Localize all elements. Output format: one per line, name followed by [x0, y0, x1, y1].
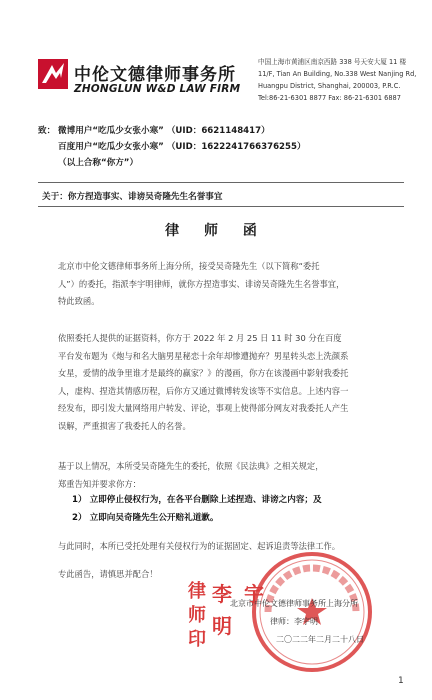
- paragraph-line: 依照委托人提供的证据资料，你方于 2022 年 2 月 25 日 11 时 30 分在百度: [58, 333, 342, 343]
- divider-top: [38, 182, 404, 183]
- seal-char: 律: [188, 581, 206, 602]
- recipient-baidu: 百度用户“吃瓜少女张小寒” （UID：1622241766376255）: [58, 142, 306, 152]
- paragraph-intro: [58, 258, 398, 311]
- seal-char: 师: [188, 605, 206, 626]
- letter-subject: 关于：你方捏造事实、诽谤吴奇隆先生名誉事宜: [42, 192, 223, 202]
- demand-1: 1） 立即停止侵权行为，在各平台删除上述捏造、诽谤之内容；及: [72, 495, 322, 505]
- name-seal-stamp: [206, 578, 270, 642]
- to-label: 致：: [38, 126, 56, 136]
- signature-lawyer: 律师：李宇明: [270, 617, 318, 626]
- paragraph-line: 女星，爱情的战争里谁才是最终的赢家？》的漫画，你方在该漫画中影射我委托: [58, 368, 349, 378]
- paragraph-line: 误解，严重损害了我委托人的名誉。: [58, 420, 191, 431]
- paragraph-line: 郑重告知并要求你方：: [58, 478, 141, 489]
- firm-name-cn: 中伦文德律师事务所: [74, 65, 236, 85]
- paragraph-line: 特此致函。: [58, 296, 100, 306]
- address-line: 中国上海市黄浦区南京西路 338 号天安大厦 11 楼: [258, 58, 407, 66]
- paragraph-line: 专此函告，请慎思并配合！: [58, 569, 158, 579]
- paragraph-line: 北京市中伦文德律师事务所上海分所，接受吴奇隆先生（以下简称“委托: [58, 261, 320, 271]
- divider-bottom: [38, 206, 404, 207]
- paragraph-line: 基于以上情况，本所受吴奇隆先生的委托，依照《民法典》之相关规定，: [58, 461, 324, 471]
- page-number: 1: [398, 676, 404, 686]
- seal-char: 印: [188, 629, 206, 650]
- signature-date: 二〇二二年二月二十八日: [276, 635, 364, 644]
- signature-firm: 北京市中伦文德律师事务所上海分所: [230, 599, 358, 608]
- paragraph-line: 人”）的委托，指派李宇明律师，就你方捏造事实、诽谤吴奇隆先生名誉事宜，: [58, 278, 345, 289]
- letter-title: 律 师 函: [165, 223, 267, 239]
- recipient-collective: （以上合称“你方”）: [58, 158, 139, 168]
- paragraph-line: 与此同时，本所已受托处理有关侵权行为的证据固定、起诉追责等法律工作。: [58, 541, 341, 551]
- paragraph-basis: [58, 458, 398, 493]
- address-line: Tel:86-21-6301 8877 Fax: 86-21-6301 6887: [258, 94, 401, 102]
- paragraph-line: 平台发布题为《炮与和名大脑男星秘恋十余年却惨遭抛弃？男星转头恋上洗颜系: [58, 350, 349, 361]
- address-line: Huangpu District, Shanghai, 200003, P.R.C.: [258, 82, 401, 90]
- address-line: 11/F, Tian An Building, No.338 West Nanjing Rd,: [258, 70, 417, 78]
- seal-char: [238, 610, 270, 642]
- paragraph-facts: [58, 330, 398, 435]
- recipient-weibo: 微博用户“吃瓜少女张小寒” （UID：6621148417）: [58, 126, 270, 136]
- recipient-line-1: [38, 124, 270, 136]
- firm-name-en: ZHONGLUN W&D LAW FIRM: [74, 83, 241, 95]
- paragraph-line: 经发布，即引发大量网络用户转发、评论，事观上使得部分网友对我委托人产生: [58, 403, 349, 413]
- recipient-line-2: [38, 140, 306, 152]
- firm-logo-icon: [38, 59, 68, 89]
- seal-char: 宇: [244, 582, 264, 606]
- paragraph-line: 人，虚构、捏造其情感历程，后你方又通过微博转发该等不实信息。上述内容一: [58, 385, 349, 396]
- firm-address: [258, 56, 428, 104]
- demand-2: 2） 立即向吴奇隆先生公开赔礼道歉。: [72, 513, 219, 523]
- seal-char: 李: [212, 582, 232, 606]
- seal-char: 明: [212, 614, 232, 638]
- recipient-line-3: [38, 156, 138, 168]
